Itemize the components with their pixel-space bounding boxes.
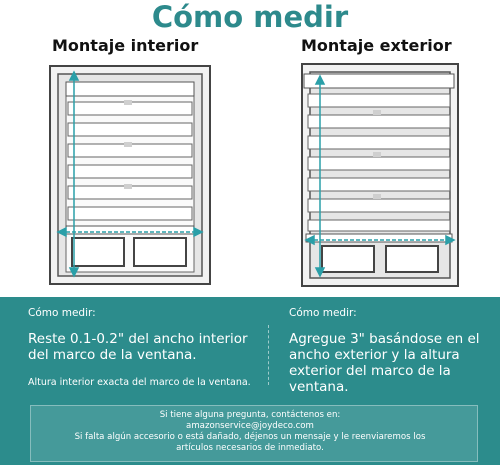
panel-divider bbox=[268, 325, 270, 385]
outside-mount-window-illustration bbox=[298, 60, 468, 292]
inside-heading: Cómo medir: bbox=[28, 307, 96, 319]
inside-mount-window-illustration bbox=[44, 60, 219, 292]
inside-mount-label: Montaje interior bbox=[52, 36, 199, 55]
inside-note: Altura interior exacta del marco de la ventana. bbox=[28, 377, 251, 388]
inside-instruction: Reste 0.1-0.2" del ancho interior del marco de la ventana. bbox=[28, 331, 248, 363]
footer-email: amazonservice@joydeco.com bbox=[186, 421, 314, 431]
outside-heading: Cómo medir: bbox=[289, 307, 357, 319]
outside-instruction: Agregue 3" basándose en el ancho exterior y la altura exterior del marco de la ventana. bbox=[289, 331, 480, 395]
footer-line-reship: artículos necesarios de inmediato. bbox=[176, 443, 324, 453]
footer-line-question: Si tiene alguna pregunta, contáctenos en: bbox=[159, 410, 341, 420]
footer-line-missing: Si falta algún accesorio o está dañado, déjenos un mensaje y le reenviaremos los bbox=[74, 432, 426, 442]
outside-mount-label: Montaje exterior bbox=[301, 36, 452, 55]
page-title: Cómo medir bbox=[151, 0, 349, 34]
